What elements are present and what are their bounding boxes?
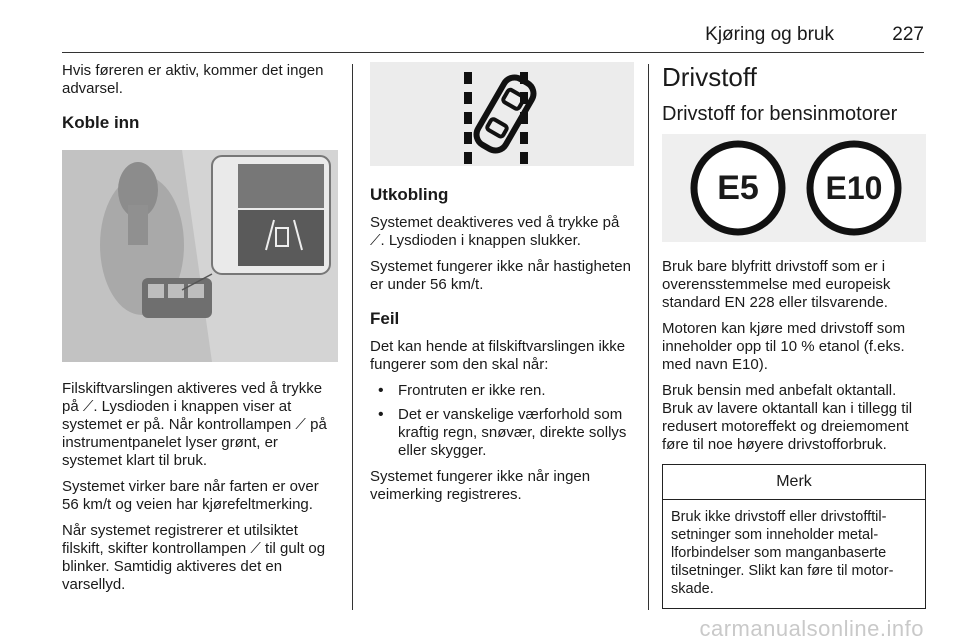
ethanol-paragraph: Motoren kan kjøre med drivstoff som inneholder opp til 10 % etanol (f.eks. med navn E10).: [662, 320, 906, 373]
warning-paragraph: Når systemet registrerer et utilsiktet filskift, skifter kontrollampen ⟋ til gult og blinker. Samtidig aktiveres det en varsellyd.: [62, 522, 326, 593]
chapter-title: Drivstoff: [662, 62, 757, 92]
deactivation-paragraph: Systemet deaktiveres ved å trykke på ⟋. Lysdioden i knappen slukker.: [370, 214, 620, 249]
speed-condition-paragraph: Systemet virker bare når farten er over 56 km/t og veien har kjørefeltmerking.: [62, 478, 319, 513]
lane-departure-icon: [370, 62, 634, 166]
note-title: Merk: [663, 465, 925, 500]
fuel-label-e10: E10: [825, 170, 883, 206]
watermark: carmanualsonline.info: [699, 616, 924, 641]
page-header: [62, 22, 924, 53]
no-marking-paragraph: Systemet fungerer ikke når ingen veimerking registreres.: [370, 468, 591, 503]
fuel-label-box: [662, 134, 926, 242]
section-heading-koble-inn: Koble inn: [62, 113, 140, 132]
page-number: 227: [892, 24, 924, 45]
fault-list-item: • Frontruten er ikke ren.: [370, 382, 634, 400]
fuel-standard-paragraph: Bruk bare blyfritt drivstoff som er i overensstemmelse med europeisk standard EN 228 eller tilsvarende.: [662, 258, 891, 311]
fuel-label-e5: E5: [717, 169, 759, 207]
section-title: Kjøring og bruk: [705, 24, 834, 45]
activation-paragraph: Filskiftvarslingen aktiveres ved å trykke på ⟋. Lysdioden i knappen viser at systemet er på. Når kontrollampen ⟋ på instrumentpanelet lyser grønt, er systemet klart til bruk.: [62, 380, 327, 469]
gear-console-photo: [62, 150, 338, 362]
octane-paragraph: Bruk bensin med anbefalt oktantall. Bruk av lavere oktantall kan i tillegg til redusert motoreffekt og dreiemoment føre til noe høyere drivstofforbruk.: [662, 382, 913, 453]
fault-intro-paragraph: Det kan hende at filskiftvarslingen ikke fungerer som den skal når:: [370, 338, 626, 373]
section-heading-utkobling: Utkobling: [370, 185, 449, 204]
section-heading-feil: Feil: [370, 309, 400, 328]
intro-paragraph: Hvis føreren er aktiv, kommer det ingen advarsel.: [62, 62, 324, 97]
column-middle: [370, 62, 634, 512]
speed-limit-paragraph: Systemet fungerer ikke når hastigheten er under 56 km/t.: [370, 258, 631, 293]
gear-console-illustration: [62, 150, 338, 362]
column-right: [662, 62, 926, 609]
lane-departure-icon-box: [370, 62, 634, 166]
column-divider-right: [648, 64, 649, 610]
column-left: [62, 62, 338, 602]
note-box: [662, 464, 926, 609]
fault-list-item: • Det er vanskelige værforhold som kraftig regn, snøvær, direkte sollys eller skygger.: [370, 406, 634, 460]
chapter-subtitle: Drivstoff for bensinmotorer: [662, 103, 898, 125]
note-body: Bruk ikke drivstoff eller drivstofftilsetninger som inneholder metallforbindelser som manganbaserte tilsetninger. Slikt kan føre til motorskade.: [671, 509, 894, 597]
column-divider-left: [352, 64, 353, 610]
fault-list: [370, 382, 634, 460]
